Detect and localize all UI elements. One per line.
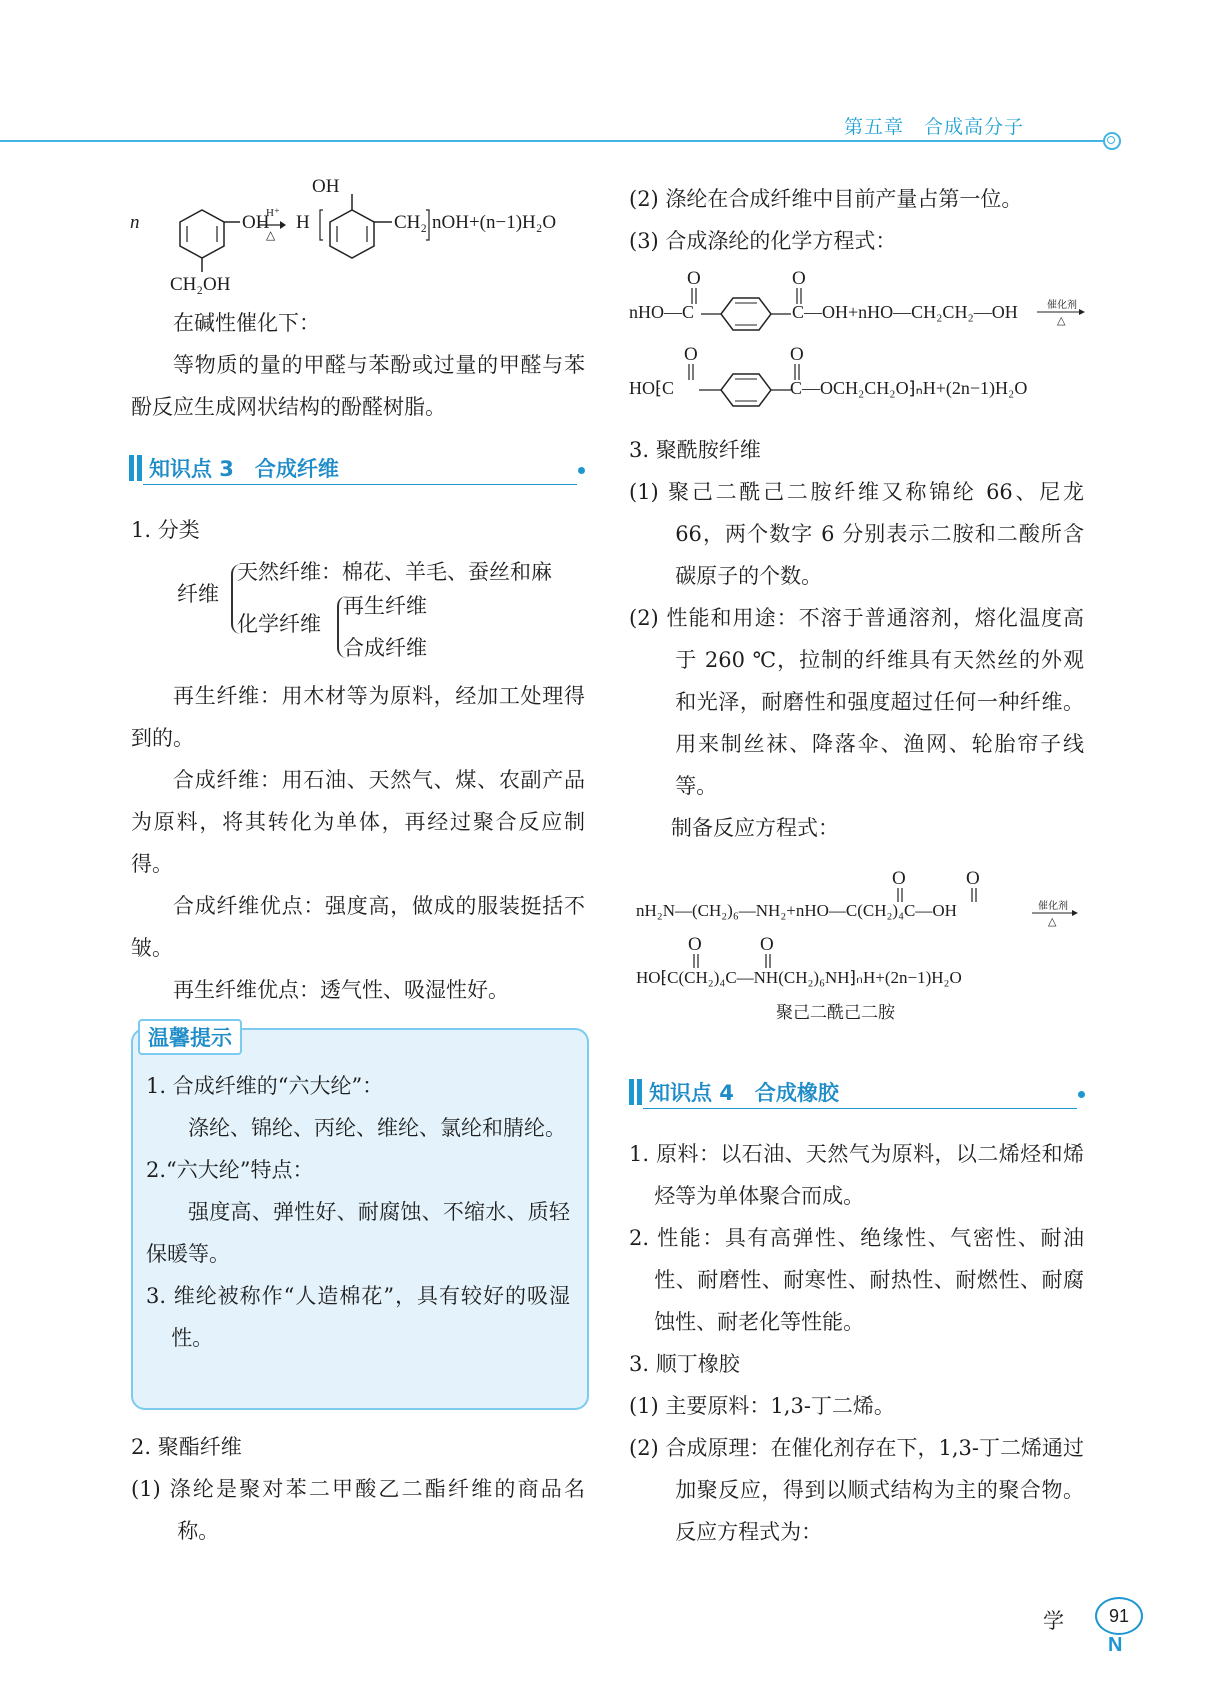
right-column-mid: [629, 429, 1084, 849]
catalyst-h-label: H⁺: [266, 207, 280, 219]
tree-chemical: 化学纤维: [237, 612, 321, 636]
carbonyl-o: O: [790, 344, 804, 365]
paragraph: 再生纤维：用木材等为原料，经加工处理得到的。: [131, 684, 585, 750]
catalyst-label: 催化剂: [1038, 901, 1068, 912]
tip-item: 1. 合成纤维的“六大纶”：: [146, 1074, 384, 1098]
paragraph: 制备反应方程式：: [671, 816, 839, 840]
list-item: (1) 主要原料：1,3-丁二烯。: [629, 1394, 895, 1418]
ch2oh-label: CH₂OH: [170, 274, 231, 295]
right-column-bottom: [629, 1133, 1084, 1553]
carbonyl-o: O: [966, 868, 980, 889]
eq1-part-c: HO⁅C: [629, 378, 675, 398]
phenolic-formula: [130, 176, 600, 300]
eq1-part-b: C—OH+nHO—CH₂CH₂—OH: [792, 302, 1018, 322]
subject-label: 学: [1043, 1609, 1064, 1633]
left-column-top: [131, 302, 585, 428]
carbonyl-o: O: [688, 934, 702, 955]
paragraph: 在碱性催化下：: [173, 311, 320, 335]
carbonyl-o: O: [892, 868, 906, 889]
carbonyl-o: O: [792, 268, 806, 289]
heat-symbol: △: [1048, 916, 1057, 928]
tip-content: [146, 1065, 570, 1359]
header-rule: [0, 140, 1105, 142]
logo-n-icon: N: [1108, 1634, 1123, 1656]
heat-symbol: △: [1057, 315, 1066, 327]
section-title: 3. 聚酰胺纤维: [629, 438, 761, 462]
tree-synth: 合成纤维: [343, 636, 427, 660]
eq2-caption: 聚己二酰己二胺: [776, 1003, 895, 1023]
heading-bar: [637, 1079, 642, 1105]
paragraph: 合成纤维：用石油、天然气、煤、农副产品为原料，将其转化为单体，再经过聚合反应制得。: [131, 768, 585, 876]
paragraph: 合成纤维优点：强度高，做成的服装挺括不皱。: [131, 894, 585, 960]
section-title: 3. 顺丁橡胶: [629, 1352, 740, 1376]
left-column-mid: [131, 675, 585, 1011]
carbonyl-o: O: [760, 934, 774, 955]
product-h: H: [296, 212, 310, 233]
eq1-part-d: C—OCH₂CH₂O⁆ₙH+(2n−1)H₂O: [790, 378, 1028, 398]
eq1-part-a: nHO—C: [629, 302, 695, 322]
left-column-bottom: [131, 1426, 585, 1552]
tip-label: 温馨提示: [138, 1019, 242, 1055]
list-item: 1. 原料：以石油、天然气为原料，以二烯烃和烯烃等为单体聚合而成。: [629, 1142, 1084, 1208]
product-ch2: CH₂: [394, 212, 428, 233]
heading-underline: [643, 1108, 1077, 1109]
tree-root: 纤维: [177, 582, 219, 606]
nylon-equation: [636, 868, 1096, 1028]
list-item: (2) 涤纶在合成纤维中目前产量占第一位。: [629, 187, 1023, 211]
catalyst-label: 催化剂: [1047, 300, 1077, 311]
oh-top-label: OH: [312, 176, 340, 197]
eq2-product: HO⁅C(CH₂)₄C—NH(CH₂)₆NH⁆ₙH+(2n−1)H₂O: [636, 968, 962, 987]
knowledge-point-4-heading: [629, 1077, 1085, 1109]
carbonyl-o: O: [684, 344, 698, 365]
tip-item: 强度高、弹性好、耐腐蚀、不缩水、质轻保暖等。: [146, 1200, 570, 1266]
section-title: 1. 分类: [131, 518, 200, 542]
page-number: 91: [1095, 1597, 1143, 1635]
product-tail: nOH+(n−1)H₂O: [432, 212, 557, 233]
heat-symbol: △: [266, 228, 276, 242]
classification-section: [131, 509, 585, 551]
list-item: (1) 聚己二酰己二胺纤维又称锦纶 66、尼龙 66，两个数字 6 分别表示二胺和二酸所含碳原子的个数。: [629, 480, 1084, 588]
polyester-equation: [629, 268, 1099, 408]
carbonyl-o: O: [687, 268, 701, 289]
heading-dot: [578, 467, 585, 474]
heading-bar: [137, 455, 142, 481]
heading-text: 知识点 3 合成纤维: [149, 457, 339, 481]
tip-item: 涤纶、锦纶、丙纶、维纶、氯纶和腈纶。: [188, 1116, 566, 1140]
right-column-top: [629, 178, 1084, 262]
list-item: (2) 合成原理：在催化剂存在下，1,3-丁二烯通过加聚反应，得到以顺式结构为主的聚合物。反应方程式为：: [629, 1436, 1084, 1544]
tip-item: 2.“六大纶”特点：: [146, 1158, 314, 1182]
list-item: (2) 性能和用途：不溶于普通溶剂，熔化温度高于 260 ℃，拉制的纤维具有天然丝的外观和光泽，耐磨性和强度超过任何一种纤维。用来制丝袜、降落伞、渔网、轮胎帘子线等。: [629, 606, 1084, 798]
tree-natural: 天然纤维：棉花、羊毛、蚕丝和麻: [237, 560, 552, 584]
knowledge-point-3-heading: [129, 453, 585, 485]
left-oh-label: OH: [242, 212, 270, 233]
list-item: (1) 涤纶是聚对苯二甲酸乙二酯纤维的商品名称。: [131, 1477, 585, 1543]
heading-dot: [1078, 1091, 1085, 1098]
list-item: 2. 性能：具有高弹性、绝缘性、气密性、耐油性、耐磨性、耐寒性、耐热性、耐燃性、耐腐蚀性、耐老化等性能。: [629, 1226, 1084, 1334]
tree-regen: 再生纤维: [343, 594, 427, 618]
header-ring-inner: [1107, 136, 1115, 144]
heading-bar: [129, 455, 134, 481]
tip-item: 3. 维纶被称作“人造棉花”，具有较好的吸湿性。: [146, 1284, 570, 1350]
section-title: 2. 聚酯纤维: [131, 1435, 242, 1459]
paragraph: 再生纤维优点：透气性、吸湿性好。: [173, 978, 509, 1002]
n-coefficient: n: [130, 212, 140, 233]
list-item: (3) 合成涤纶的化学方程式：: [629, 229, 897, 253]
heading-underline: [143, 484, 577, 485]
chapter-title: 第五章 合成高分子: [843, 116, 1024, 138]
heading-text: 知识点 4 合成橡胶: [649, 1081, 839, 1105]
heading-bar: [629, 1079, 634, 1105]
eq2-reactants: nH₂N—(CH₂)₆—NH₂+nHO—C(CH₂)₄C—OH: [636, 901, 957, 920]
fiber-classification-tree: [177, 556, 597, 666]
paragraph: 等物质的量的甲醛与苯酚或过量的甲醛与苯酚反应生成网状结构的酚醛树脂。: [131, 353, 585, 419]
